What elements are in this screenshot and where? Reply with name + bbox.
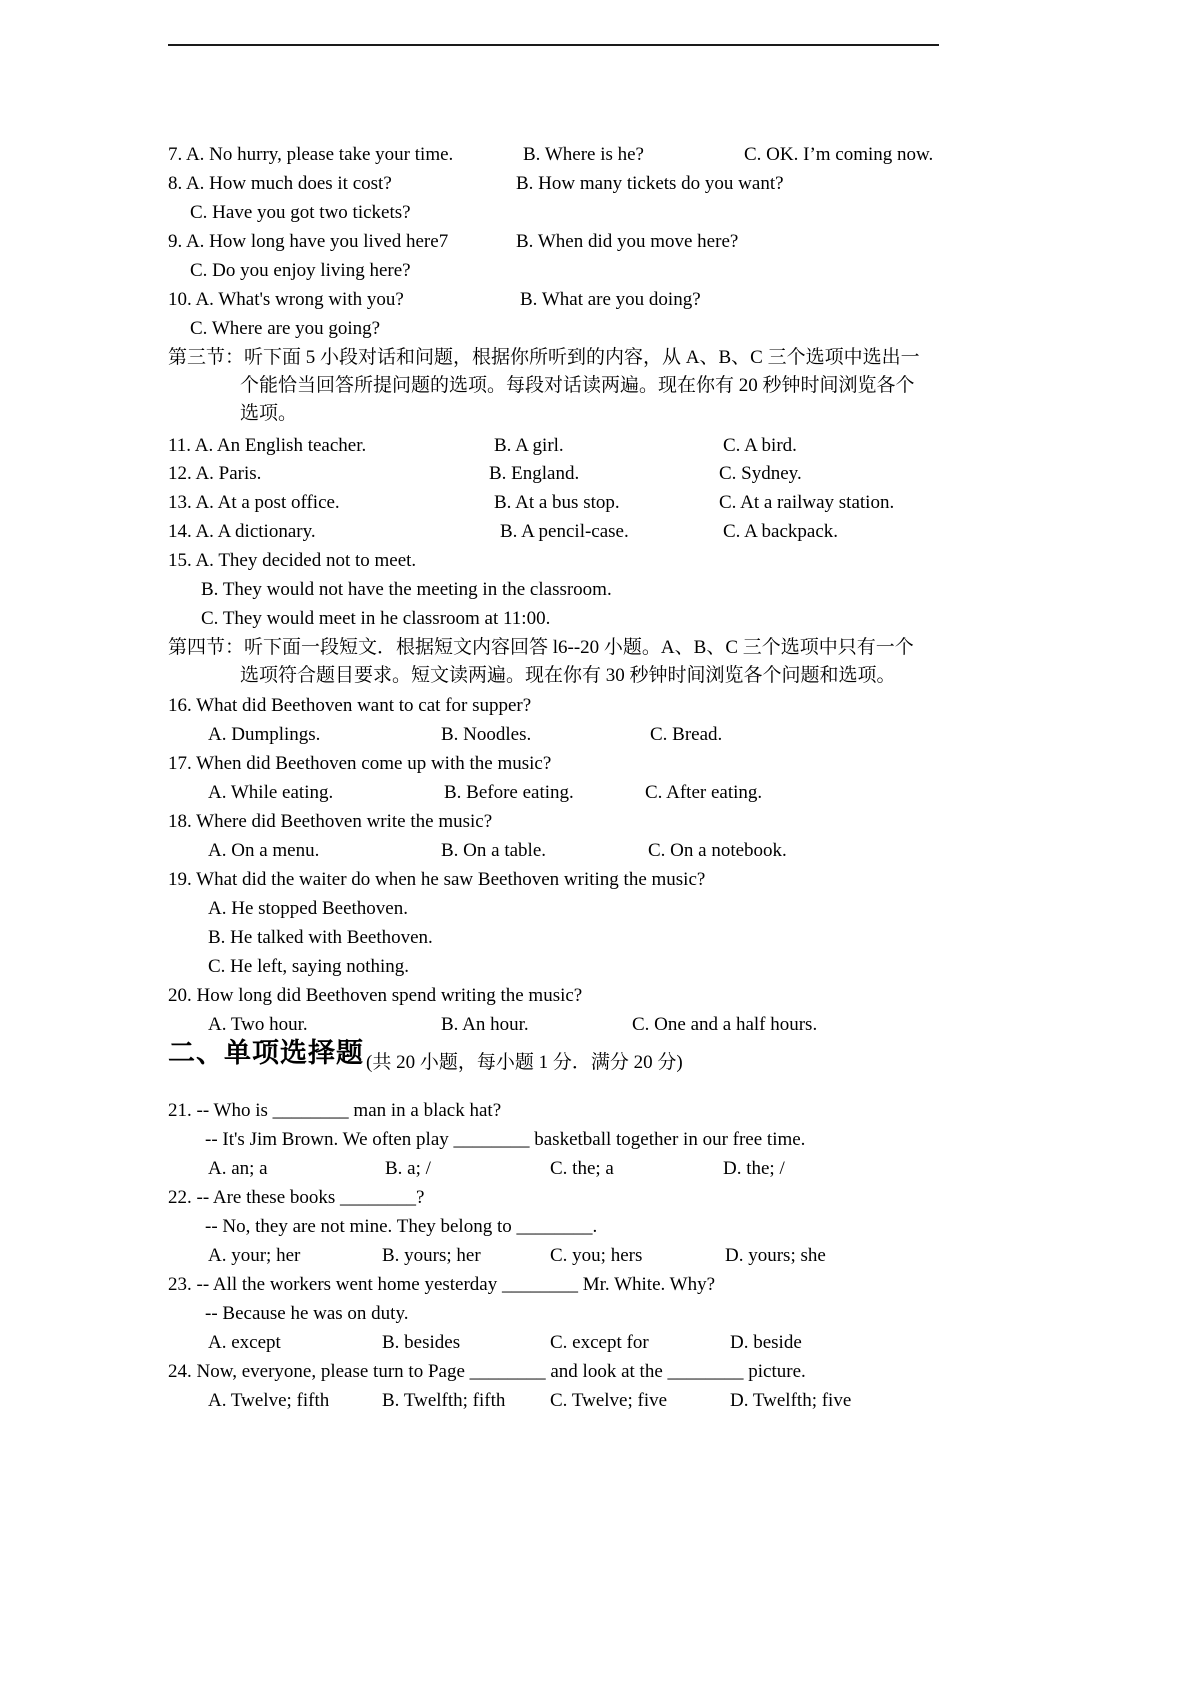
question-10-options-ab-seg-0: 10. A. What's wrong with you? <box>168 289 404 310</box>
question-14-options-seg-1: B. A pencil-case. <box>500 521 629 542</box>
section-3-instructions-line-3-seg-0: 选项。 <box>240 403 298 424</box>
question-9-option-c <box>0 259 1200 287</box>
question-19-option-b-seg-0: B. He talked with Beethoven. <box>208 927 433 948</box>
question-20-stem <box>0 984 1200 1012</box>
question-13-options <box>0 491 1200 519</box>
question-10-option-c <box>0 317 1200 345</box>
section-3-instructions-line-3 <box>0 402 1200 430</box>
section-4-instructions-line-2 <box>0 664 1200 692</box>
question-10-options-ab-seg-1: B. What are you doing? <box>520 289 701 310</box>
question-20-options-seg-2: C. One and a half hours. <box>632 1014 818 1035</box>
question-18-options-seg-0: A. On a menu. <box>208 840 320 861</box>
question-12-options <box>0 462 1200 490</box>
question-21-stem-line-1 <box>0 1099 1200 1127</box>
section-3-instructions-line-2 <box>0 374 1200 402</box>
question-19-stem <box>0 868 1200 896</box>
question-24-options <box>0 1389 1200 1417</box>
question-11-options-seg-2: C. A bird. <box>723 435 797 456</box>
question-8-option-c-seg-0: C. Have you got two tickets? <box>190 202 411 223</box>
question-15-option-a <box>0 549 1200 577</box>
question-15-option-b <box>0 578 1200 606</box>
question-14-options <box>0 520 1200 548</box>
question-19-stem-seg-0: 19. What did the waiter do when he saw Beethoven writing the music? <box>168 869 706 890</box>
question-19-option-a-seg-0: A. He stopped Beethoven. <box>208 898 408 919</box>
question-24-stem <box>0 1360 1200 1388</box>
question-20-options-seg-0: A. Two hour. <box>208 1014 308 1035</box>
question-16-options-seg-2: C. Bread. <box>650 724 723 745</box>
section-4-instructions-line-1 <box>0 636 1200 664</box>
question-9-options-ab <box>0 230 1200 258</box>
question-16-stem-seg-0: 16. What did Beethoven want to cat for supper? <box>168 695 532 716</box>
question-19-option-b <box>0 926 1200 954</box>
question-20-stem-seg-0: 20. How long did Beethoven spend writing the music? <box>168 985 583 1006</box>
question-9-options-ab-seg-1: B. When did you move here? <box>516 231 739 252</box>
question-12-options-seg-0: 12. A. Paris. <box>168 463 262 484</box>
question-8-option-c <box>0 201 1200 229</box>
question-21-options <box>0 1157 1200 1185</box>
section-2-heading-seg-0: 二、单项选择题 <box>168 1038 364 1068</box>
question-22-options-seg-0: A. your; her <box>208 1245 301 1266</box>
question-18-options-seg-1: B. On a table. <box>441 840 547 861</box>
question-22-options-seg-2: C. you; hers <box>550 1245 643 1266</box>
section-2-heading <box>0 1038 1200 1076</box>
question-22-stem-line-1-seg-0: 22. -- Are these books ________? <box>168 1187 425 1208</box>
question-13-options-seg-2: C. At a railway station. <box>719 492 895 513</box>
question-17-options <box>0 781 1200 809</box>
question-22-stem-line-2 <box>0 1215 1200 1243</box>
question-19-option-a <box>0 897 1200 925</box>
question-15-option-a-seg-0: 15. A. They decided not to meet. <box>168 550 417 571</box>
question-15-option-c-seg-0: C. They would meet in he classroom at 11:00. <box>201 608 551 629</box>
section-3-instructions-line-2-seg-0: 个能恰当回答所提问题的选项。每段对话读两遍。现在你有 20 秒钟时间浏览各个 <box>240 375 915 396</box>
question-17-stem-seg-0: 17. When did Beethoven come up with the music? <box>168 753 552 774</box>
question-24-options-seg-1: B. Twelfth; fifth <box>382 1390 506 1411</box>
question-13-options-seg-0: 13. A. At a post office. <box>168 492 340 513</box>
question-17-options-seg-2: C. After eating. <box>645 782 763 803</box>
question-22-stem-line-2-seg-0: -- No, they are not mine. They belong to ________. <box>205 1216 598 1237</box>
question-16-options <box>0 723 1200 751</box>
question-23-stem-line-1-seg-0: 23. -- All the workers went home yesterday ________ Mr. White. Why? <box>168 1274 716 1295</box>
question-23-options <box>0 1331 1200 1359</box>
question-14-options-seg-2: C. A backpack. <box>723 521 839 542</box>
question-13-options-seg-1: B. At a bus stop. <box>494 492 620 513</box>
question-18-stem <box>0 810 1200 838</box>
header-divider <box>168 44 939 46</box>
question-20-options <box>0 1013 1200 1041</box>
question-23-stem-line-2-seg-0: -- Because he was on duty. <box>205 1303 409 1324</box>
question-17-stem <box>0 752 1200 780</box>
question-11-options-seg-1: B. A girl. <box>494 435 564 456</box>
question-24-options-seg-2: C. Twelve; five <box>550 1390 668 1411</box>
question-7-options-abc-seg-1: B. Where is he? <box>523 144 644 165</box>
question-10-options-ab <box>0 288 1200 316</box>
question-18-options <box>0 839 1200 867</box>
section-3-instructions-line-1 <box>0 346 1200 374</box>
question-24-stem-seg-0: 24. Now, everyone, please turn to Page ________ and look at the ________ picture. <box>168 1361 806 1382</box>
question-12-options-seg-1: B. England. <box>489 463 580 484</box>
question-23-stem-line-1 <box>0 1273 1200 1301</box>
question-14-options-seg-0: 14. A. A dictionary. <box>168 521 316 542</box>
section-4-instructions-line-2-seg-0: 选项符合题目要求。短文读两遍。现在你有 30 秒钟时间浏览各个问题和选项。 <box>240 665 896 686</box>
question-21-stem-line-2 <box>0 1128 1200 1156</box>
question-18-options-seg-2: C. On a notebook. <box>648 840 787 861</box>
question-19-option-c-seg-0: C. He left, saying nothing. <box>208 956 410 977</box>
question-7-options-abc <box>0 143 1200 171</box>
question-20-options-seg-1: B. An hour. <box>441 1014 529 1035</box>
question-21-options-seg-0: A. an; a <box>208 1158 268 1179</box>
question-9-options-ab-seg-0: 9. A. How long have you lived here7 <box>168 231 449 252</box>
question-17-options-seg-0: A. While eating. <box>208 782 334 803</box>
question-8-options-ab-seg-0: 8. A. How much does it cost? <box>168 173 392 194</box>
question-23-options-seg-0: A. except <box>208 1332 281 1353</box>
question-24-options-seg-3: D. Twelfth; five <box>730 1390 852 1411</box>
question-8-options-ab <box>0 172 1200 200</box>
question-21-options-seg-1: B. a; / <box>385 1158 431 1179</box>
question-23-stem-line-2 <box>0 1302 1200 1330</box>
question-22-options-seg-1: B. yours; her <box>382 1245 481 1266</box>
question-21-stem-line-2-seg-0: -- It's Jim Brown. We often play ________ basketball together in our free time. <box>205 1129 806 1150</box>
question-12-options-seg-2: C. Sydney. <box>719 463 802 484</box>
section-2-heading-seg-1: (共 20 小题，每小题 1 分．满分 20 分) <box>366 1052 683 1073</box>
question-9-option-c-seg-0: C. Do you enjoy living here? <box>190 260 411 281</box>
question-22-options <box>0 1244 1200 1272</box>
question-7-options-abc-seg-0: 7. A. No hurry, please take your time. <box>168 144 454 165</box>
question-15-option-c <box>0 607 1200 635</box>
question-21-stem-line-1-seg-0: 21. -- Who is ________ man in a black hat? <box>168 1100 502 1121</box>
question-17-options-seg-1: B. Before eating. <box>444 782 574 803</box>
question-16-options-seg-1: B. Noodles. <box>441 724 532 745</box>
question-8-options-ab-seg-1: B. How many tickets do you want? <box>516 173 784 194</box>
question-7-options-abc-seg-2: C. OK. I’m coming now. <box>744 144 934 165</box>
question-23-options-seg-1: B. besides <box>382 1332 461 1353</box>
section-3-instructions-line-1-seg-0: 第三节：听下面 5 小段对话和问题，根据你所听到的内容，从 A、B、C 三个选项中选出一 <box>168 347 920 368</box>
question-10-option-c-seg-0: C. Where are you going? <box>190 318 381 339</box>
question-23-options-seg-3: D. beside <box>730 1332 802 1353</box>
question-16-stem <box>0 694 1200 722</box>
question-19-option-c <box>0 955 1200 983</box>
question-24-options-seg-0: A. Twelve; fifth <box>208 1390 330 1411</box>
question-11-options <box>0 434 1200 462</box>
section-4-instructions-line-1-seg-0: 第四节：听下面一段短文．根据短文内容回答 l6--20 小题。A、B、C 三个选项中只有一个 <box>168 637 914 658</box>
question-22-options-seg-3: D. yours; she <box>725 1245 826 1266</box>
question-16-options-seg-0: A. Dumplings. <box>208 724 321 745</box>
question-21-options-seg-3: D. the; / <box>723 1158 785 1179</box>
question-18-stem-seg-0: 18. Where did Beethoven write the music? <box>168 811 493 832</box>
question-22-stem-line-1 <box>0 1186 1200 1214</box>
question-21-options-seg-2: C. the; a <box>550 1158 614 1179</box>
question-15-option-b-seg-0: B. They would not have the meeting in the classroom. <box>201 579 612 600</box>
question-23-options-seg-2: C. except for <box>550 1332 649 1353</box>
question-11-options-seg-0: 11. A. An English teacher. <box>168 435 367 456</box>
